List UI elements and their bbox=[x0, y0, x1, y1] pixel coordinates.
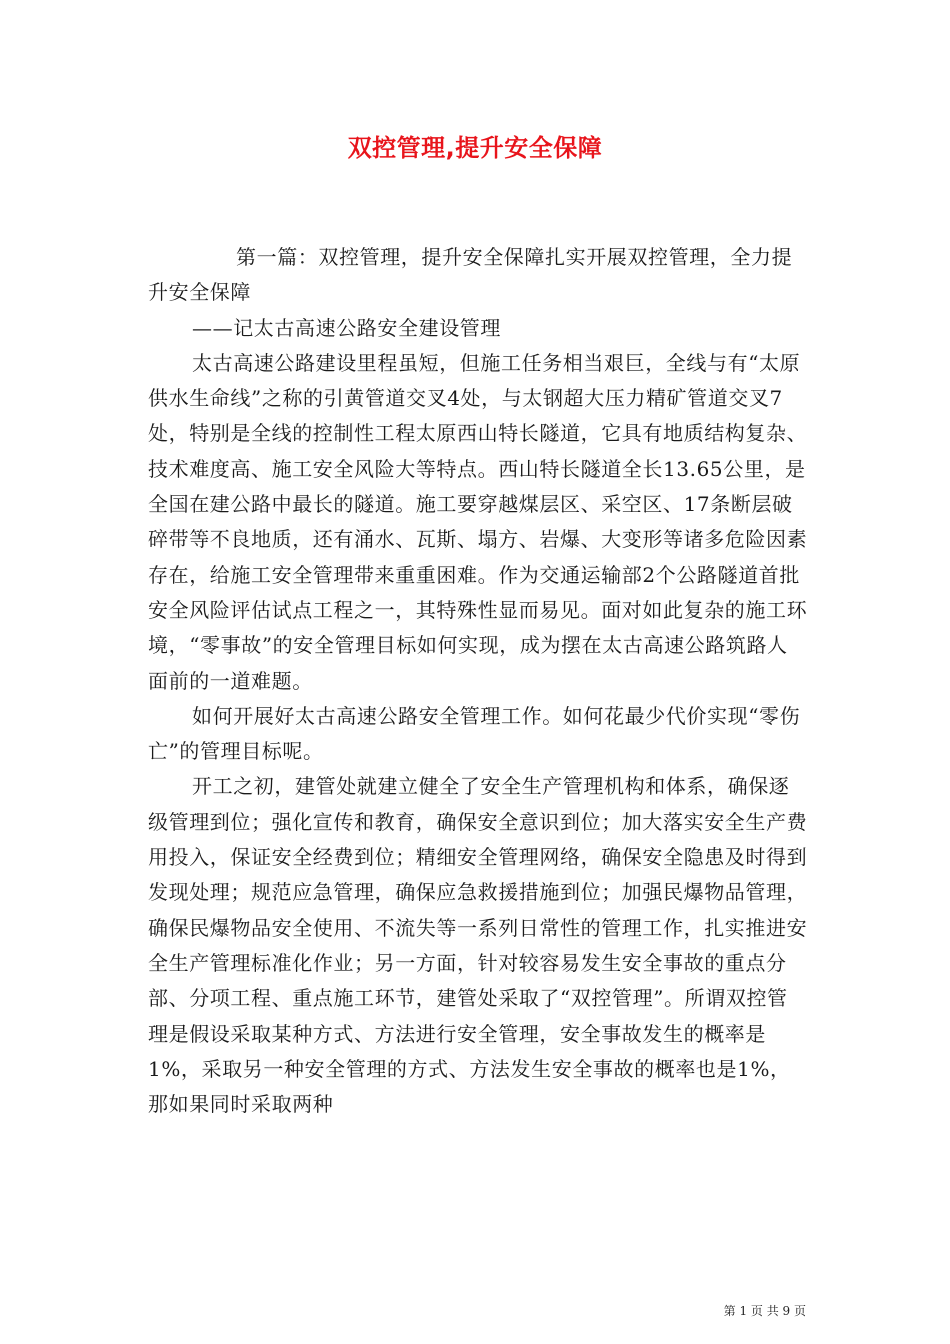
paragraph-intro: 太古高速公路建设里程虽短，但施工任务相当艰巨，全线与有“太原供水生命线”之称的引黄管道交叉4处，与太钢超大压力精矿管道交叉7处，特别是全线的控制性工程太原西山特长隧道，它具有地质结构复杂、技术难度高、施工安全风险大等特点。西山特长隧道全长13.65公里，是全国在建公路中最长的隧道。施工要穿越煤层区、采空区、17条断层破碎带等不良地质，还有涌水、瓦斯、塌方、岩爆、大变形等诸多危险因素存在，给施工安全管理带来重重困难。作为交通运输部2个公路隧道首批安全风险评估试点工程之一，其特殊性显而易见。面对如此复杂的施工环境，“零事故”的安全管理目标如何实现，成为摆在太古高速公路筑路人面前的一道难题。 bbox=[148, 350, 808, 693]
paragraph-measures: 开工之初，建管处就建立健全了安全生产管理机构和体系，确保逐级管理到位；强化宣传和教育，确保安全意识到位；加大落实安全生产费用投入，保证安全经费到位；精细安全管理网络，确保安全隐患及时得到发现处理；规范应急管理，确保应急救援措施到位；加强民爆物品管理，确保民爆物品安全使用、不流失等一系列日常性的管理工作，扎实推进安全生产管理标准化作业；另一方面，针对较容易发生安全事故的重点分部、分项工程、重点施工环节，建管处采取了“双控管理”。所谓双控管理是假设采取某种方式、方法进行安全管理，安全事故发生的概率是1%，采取另一种安全管理的方式、方法发生安全事故的概率也是1%，那如果同时采取两种 bbox=[148, 774, 808, 1117]
page-number: 第 1 页 共 9 页 bbox=[723, 1304, 806, 1318]
document-title: 双控管理,提升安全保障 bbox=[347, 134, 603, 162]
paragraph-subtitle: ——记太古高速公路安全建设管理 bbox=[192, 315, 501, 340]
paragraph-heading: 第一篇：双控管理，提升安全保障扎实开展双控管理，全力提升安全保障 bbox=[148, 245, 793, 305]
paragraph-question: 如何开展好太古高速公路安全管理工作。如何花最少代价实现“零伤亡”的管理目标呢。 bbox=[148, 703, 801, 764]
document-body bbox=[148, 240, 808, 1122]
